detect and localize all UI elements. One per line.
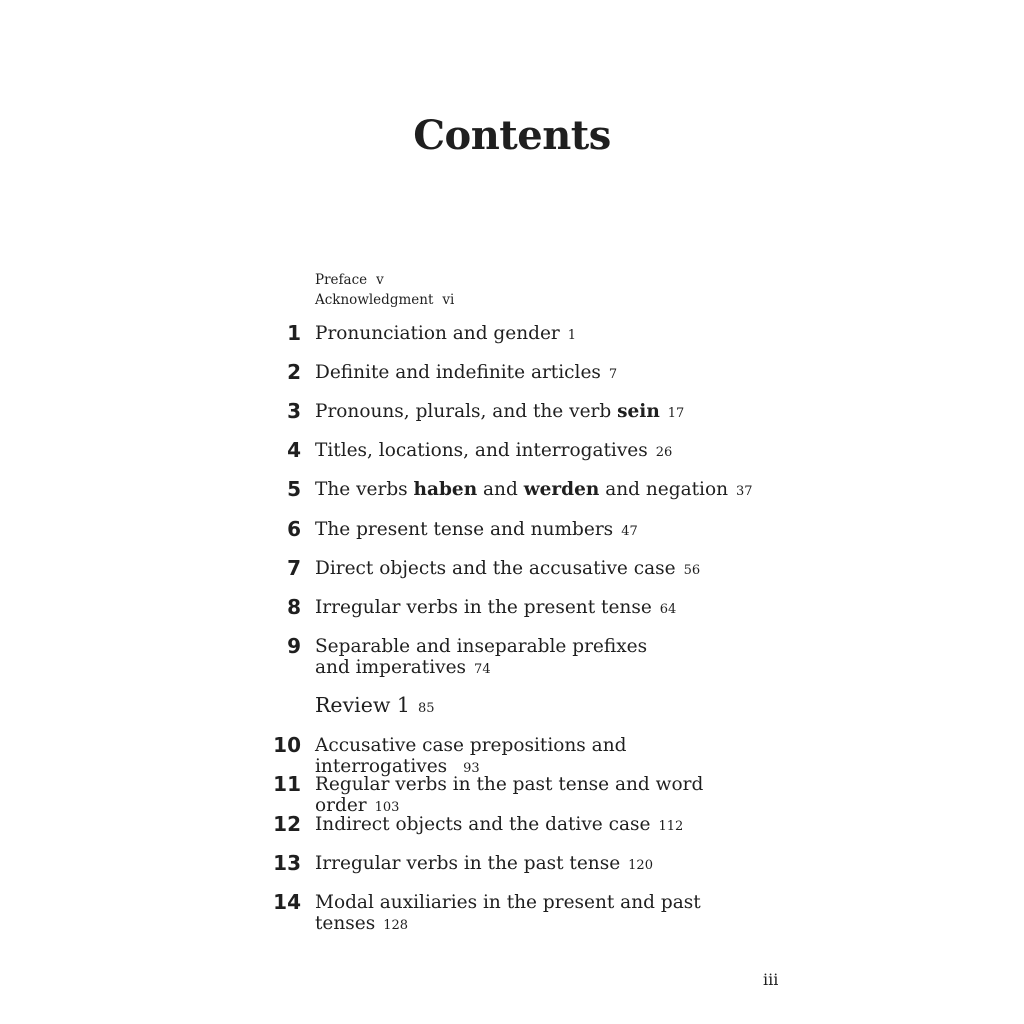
chapter-page-number: 120	[628, 858, 653, 873]
chapter-page-number: 128	[383, 918, 409, 933]
chapter-page-number: 112	[658, 819, 684, 834]
chapter-page-number: 93	[463, 761, 480, 776]
chapter-page-number: 56	[683, 563, 701, 578]
preface-page-number: v	[376, 272, 384, 288]
chapter-page-number: 103	[374, 800, 400, 815]
chapter-number: 11	[273, 772, 301, 796]
chapter-title: Irregular verbs in the present tense 64	[315, 597, 677, 618]
chapter-title: The present tense and numbers 47	[315, 519, 638, 540]
chapter-title: Modal auxiliaries in the present and past tenses 128	[315, 892, 701, 934]
chapter-title: Separable and inseparable prefixes and imperatives 74	[315, 636, 648, 678]
chapter-page-number: 37	[736, 484, 753, 499]
chapter-page-number: 1	[567, 328, 577, 343]
chapter-title: Pronouns, plurals, and the verb sein 17	[315, 401, 685, 422]
acknowledgment-page-number: vi	[442, 292, 455, 308]
chapter-page-number: 7	[608, 367, 618, 382]
front-matter	[315, 270, 454, 310]
chapter-number: 9	[287, 634, 301, 658]
front-matter-preface[interactable]	[315, 270, 454, 290]
chapter-title: Pronunciation and gender 1	[315, 323, 577, 344]
review-page-number: 85	[417, 701, 435, 716]
chapter-title: Accusative case prepositions and interrogatives 93	[315, 735, 627, 777]
chapter-page-number: 47	[621, 524, 638, 539]
page-folio: iii	[763, 970, 779, 989]
page-title: Contents	[413, 112, 611, 159]
chapter-number: 6	[287, 517, 301, 541]
chapter-number: 7	[287, 556, 301, 580]
chapter-number: 5	[287, 477, 301, 501]
chapter-page-number: 26	[655, 445, 673, 460]
chapter-title: Direct objects and the accusative case 56	[315, 558, 701, 579]
chapter-number: 14	[273, 890, 301, 914]
chapter-page-number: 17	[667, 406, 685, 421]
acknowledgment-label: Acknowledgment	[315, 292, 434, 308]
chapter-number: 8	[287, 595, 301, 619]
review-title: Review 1 85	[315, 693, 435, 717]
chapter-number: 4	[287, 438, 301, 462]
chapter-title: Regular verbs in the past tense and word order 103	[315, 774, 704, 816]
chapter-title: Indirect objects and the dative case 112	[315, 814, 684, 835]
chapter-title: Irregular verbs in the past tense 120	[315, 853, 653, 874]
chapter-number: 3	[287, 399, 301, 423]
chapter-number: 2	[287, 360, 301, 384]
chapter-number: 13	[273, 851, 301, 875]
chapter-number: 1	[287, 321, 301, 345]
chapter-title: Definite and indefinite articles 7	[315, 362, 618, 383]
chapter-page-number: 74	[474, 662, 491, 677]
chapter-title: Titles, locations, and interrogatives 26	[315, 440, 673, 461]
chapter-number: 10	[273, 733, 301, 757]
preface-label: Preface	[315, 272, 368, 288]
chapter-title: The verbs haben and werden and negation 37	[315, 479, 753, 500]
chapter-number: 12	[273, 812, 301, 836]
chapter-page-number: 64	[659, 602, 677, 617]
front-matter-acknowledgment[interactable]	[315, 290, 454, 310]
